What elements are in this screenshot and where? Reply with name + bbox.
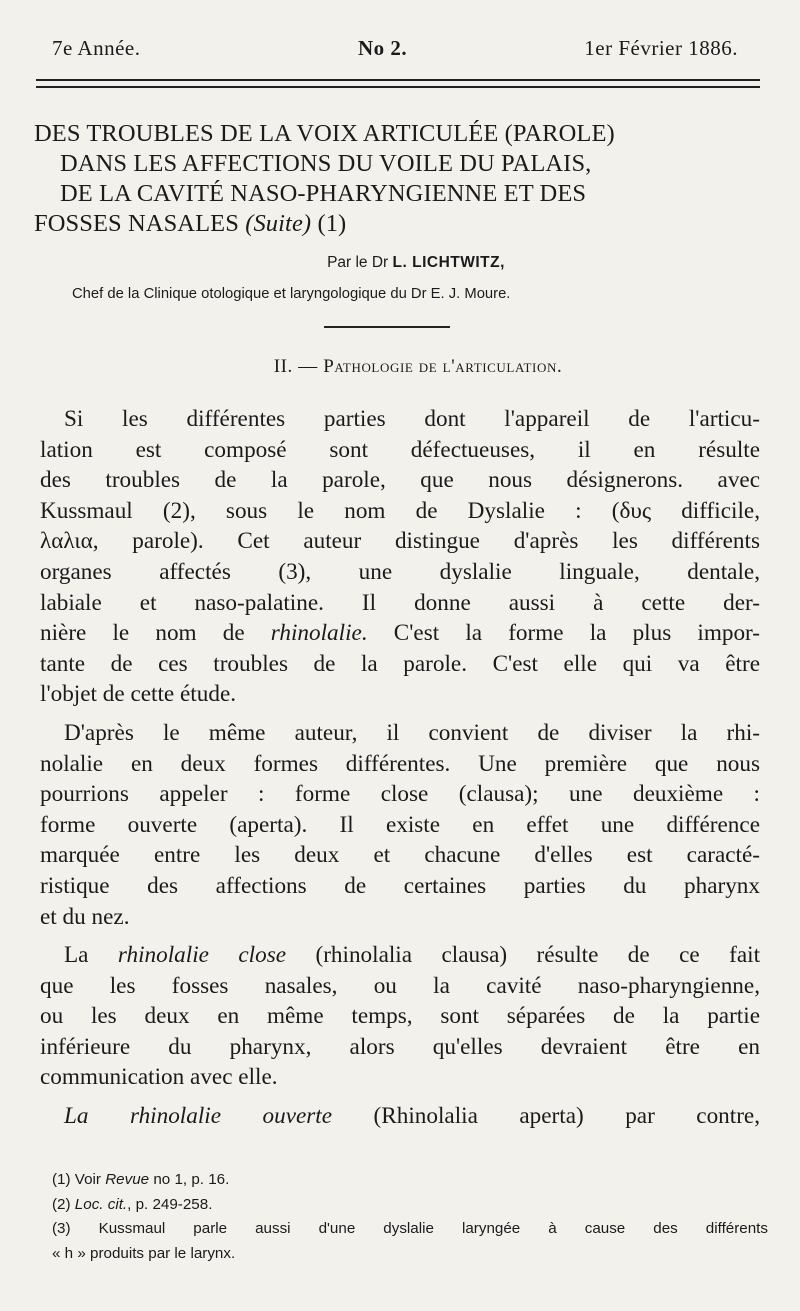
footnote-1-prefix: (1) Voir [52, 1171, 101, 1188]
footnote-3-line-2: « h » produits par le larynx. [52, 1244, 236, 1262]
header-double-rule [36, 79, 760, 89]
author-prefix: Par le Dr [327, 254, 389, 271]
separator-rule [324, 326, 450, 328]
body-text: nière le nom de [40, 620, 245, 647]
title-line-4-text: FOSSES NASALES [34, 210, 239, 237]
title-footnote-ref: (1) [317, 210, 347, 237]
body-line: labiale et naso-palatine. Il donne aussi à cette der- [40, 589, 760, 616]
body-line: Si les différentes parties dont l'appareil de l'articu- [64, 406, 760, 432]
term-rhinolalie-close: rhinolalie close [117, 942, 287, 969]
paragraph-3 [40, 940, 760, 1093]
author-line [0, 254, 800, 272]
body-line: Kussmaul (2), sous le nom de Dyslalie : (δυς difficile, [40, 497, 760, 524]
term-rhinolalie-ouverte: La rhinolalie ouverte [64, 1103, 333, 1130]
body-line: inférieure du pharynx, alors qu'elles devraient être en [40, 1033, 760, 1060]
footnote-1-rest: no 1, p. 16. [153, 1171, 230, 1188]
title-line-4 [34, 209, 760, 239]
header-issue-number: No 2. [358, 36, 408, 60]
section-title: Pathologie de l'articulation. [323, 356, 563, 377]
paragraph-4 [40, 1101, 760, 1132]
footnote-2 [52, 1193, 768, 1218]
body-text: La [64, 942, 89, 969]
footnote-2-prefix: (2) [52, 1195, 71, 1213]
footnotes [52, 1168, 768, 1266]
body-line: D'après le même auteur, il convient de diviser la rhi- [64, 719, 760, 746]
title-line-1: DES TROUBLES DE LA VOIX ARTICULÉE (PAROLE) [34, 120, 615, 147]
body-line: communication avec elle. [40, 1064, 278, 1091]
title-line-2: DANS LES AFFECTIONS DU VOILE DU PALAIS, [60, 150, 592, 177]
body-line: ristique des affections de certaines parties du pharynx [40, 872, 760, 899]
body-line: marquée entre les deux et chacune d'elles est caracté- [40, 842, 760, 869]
body-line: ou les deux en même temps, sont séparées de la partie [40, 1003, 760, 1030]
footnote-2-rest: , p. 249-258. [127, 1195, 213, 1213]
footnote-2-italic: Loc. cit. [74, 1195, 128, 1213]
body-line: lation est composé sont défectueuses, il en résulte [40, 436, 760, 463]
body-line: nolalie en deux formes différentes. Une première que nous [40, 750, 760, 777]
body-line: des troubles de la parole, que nous désignerons. avec [40, 467, 760, 494]
section-number: II. — [273, 356, 318, 377]
title-suite: (Suite) [245, 210, 312, 237]
author-name: L. LICHTWITZ, [392, 254, 505, 271]
body-line: λαλια, parole). Cet auteur distingue d'après les différents [40, 528, 760, 555]
body-line: organes affectés (3), une dyslalie linguale, dentale, [40, 558, 760, 585]
header-date: 1er Février 1886. [584, 36, 738, 60]
body-line [40, 1101, 760, 1132]
title-line-3: DE LA CAVITÉ NASO-PHARYNGIENNE ET DES [60, 180, 587, 207]
paragraph-1 [40, 404, 760, 710]
body-line: tante de ces troubles de la parole. C'est elle qui va être [40, 650, 760, 677]
page-header [52, 36, 738, 66]
header-year: 7e Année. [52, 36, 141, 60]
body-line: pourrions appeler : forme close (clausa); une deuxième : [40, 781, 760, 808]
article-title [34, 119, 760, 239]
footnote-3-line-1: (3) Kussmaul parle aussi d'une dyslalie laryngée à cause des différents [52, 1220, 768, 1237]
term-rhinolalie: rhinolalie. [270, 620, 368, 647]
footnote-1-italic: Revue [105, 1171, 150, 1188]
section-heading [0, 356, 800, 378]
body-text: (rhinolalia clausa) résulte de ce fait [315, 942, 761, 969]
body-line [40, 618, 760, 649]
author-affiliation: Chef de la Clinique otologique et laryngologique du Dr E. J. Moure. [72, 286, 511, 302]
body-line: et du nez. [40, 903, 130, 930]
body-text: C'est la forme la plus impor- [393, 620, 761, 647]
body-line [40, 940, 760, 971]
paragraph-2 [40, 718, 760, 932]
body-line: forme ouverte (aperta). Il existe en effet une différence [40, 811, 760, 838]
article-body [40, 404, 760, 1140]
body-line: l'objet de cette étude. [40, 681, 237, 708]
body-text: (Rhinolalia aperta) par contre, [373, 1103, 761, 1130]
body-line: que les fosses nasales, ou la cavité naso-pharyngienne, [40, 972, 760, 999]
footnote-1 [52, 1168, 768, 1193]
